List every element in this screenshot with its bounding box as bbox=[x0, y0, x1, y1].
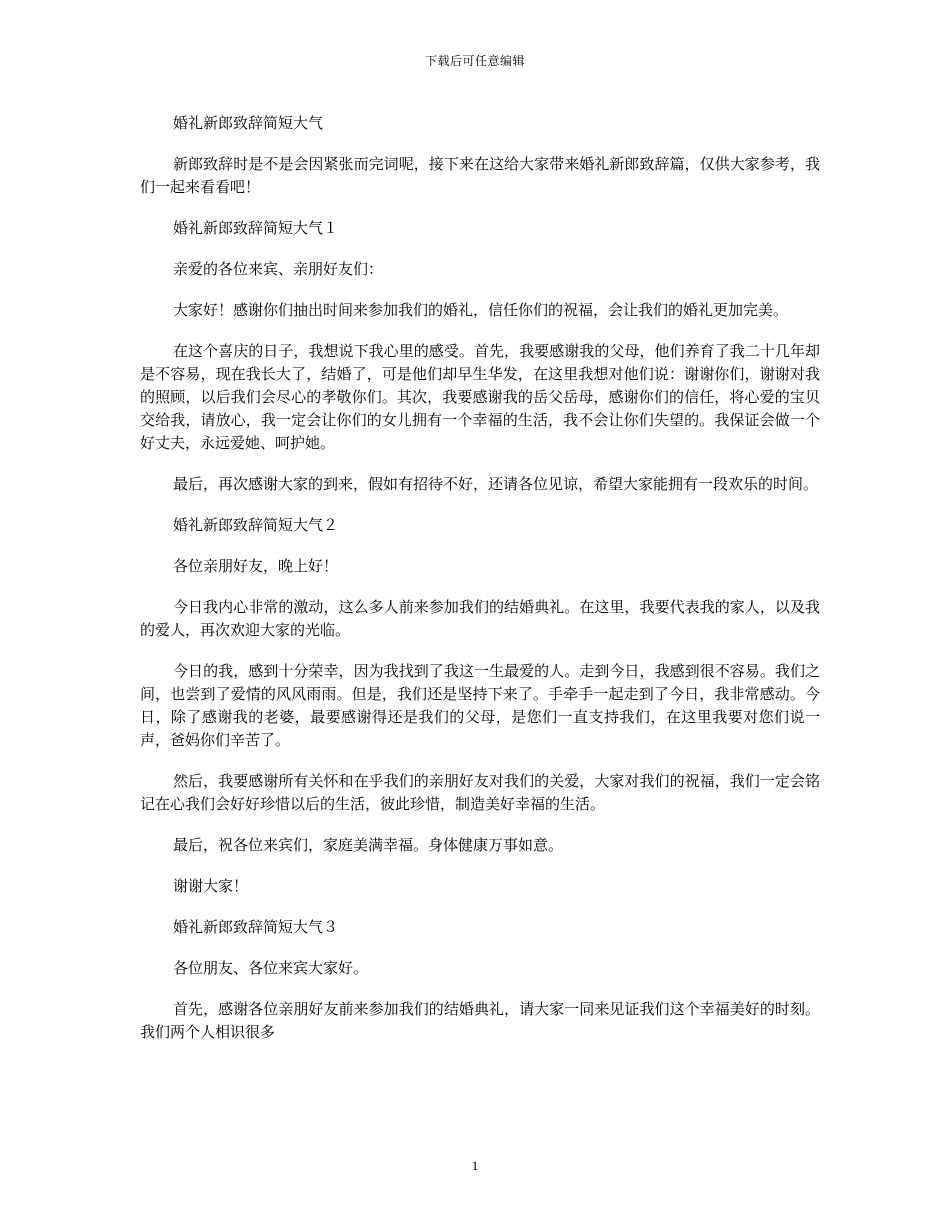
paragraph: 各位朋友、各位来宾大家好。 bbox=[173, 959, 369, 977]
paragraph: 然后，我要感谢所有关怀和在乎我们的亲朋好友对我们的关爱，大家对我们的祝福，我们一定会铭记在心我们会好好珍惜以后的生活，彼此珍惜，制造美好幸福的生活。 bbox=[140, 772, 820, 813]
paragraph: 最后，再次感谢大家的到来，假如有招待不好，还请各位见谅，希望大家能拥有一段欢乐的时间。 bbox=[173, 475, 819, 493]
paragraph: 今日我内心非常的激动，这么多人前来参加我们的结婚典礼。在这里，我要代表我的家人，以及我的爱人，再次欢迎大家的光临。 bbox=[140, 598, 820, 639]
paragraph: 各位亲朋好友，晚上好！ bbox=[173, 557, 339, 575]
page-header: 下载后可任意编辑 bbox=[424, 54, 525, 68]
page-number: 1 bbox=[471, 1158, 479, 1173]
paragraph: 新郎致辞时是不是会因紧张而完词呢，接下来在这给大家带来婚礼新郎致辞篇，仅供大家参考，我们一起来看看吧！ bbox=[140, 155, 820, 196]
section-heading: 婚礼新郎致辞简短大气１ bbox=[173, 219, 339, 237]
paragraph: 大家好！感谢你们抽出时间来参加我们的婚礼，信任你们的祝福，会让我们的婚礼更加完美。 bbox=[173, 301, 789, 319]
section-heading: 婚礼新郎致辞简短大气２ bbox=[173, 516, 339, 534]
document-title: 婚礼新郎致辞简短大气 bbox=[173, 114, 324, 132]
paragraph: 最后，祝各位来宾们，家庭美满幸福。身体健康万事如意。 bbox=[173, 836, 564, 854]
paragraph: 首先，感谢各位亲朋好友前来参加我们的结婚典礼，请大家一同来见证我们这个幸福美好的时刻。我们两个人相识很多 bbox=[140, 1000, 820, 1041]
paragraph: 谢谢大家！ bbox=[173, 877, 249, 895]
paragraph: 今日的我，感到十分荣幸，因为我找到了我这一生最爱的人。走到今日，我感到很不容易。我们之间，也尝到了爱情的风风雨雨。但是，我们还是坚持下来了。手牵手一起走到了今日，我非常感动。今日，除了感谢我的老婆，最要感谢得还是我们的父母，是您们一直支持我们，在这里我要对您们说一声，爸妈你们辛苦了。 bbox=[140, 662, 820, 749]
section-heading: 婚礼新郎致辞简短大气３ bbox=[173, 918, 339, 936]
paragraph: 亲爱的各位来宾、亲朋好友们： bbox=[173, 260, 384, 278]
paragraph: 在这个喜庆的日子，我想说下我心里的感受。首先，我要感谢我的父母，他们养育了我二十几年却是不容易，现在我长大了，结婚了，可是他们却早生华发，在这里我想对他们说：谢谢你们，谢谢对我的照顾，以后我们会尽心的孝敬你们。其次，我要感谢我的岳父岳母，感谢你们的信任，将心爱的宝贝交给我，请放心，我一定会让你们的女儿拥有一个幸福的生活，我不会让你们失望的。我保证会做一个好丈夫，永远爱她、呵护她。 bbox=[140, 342, 820, 452]
document-body bbox=[140, 112, 820, 1062]
